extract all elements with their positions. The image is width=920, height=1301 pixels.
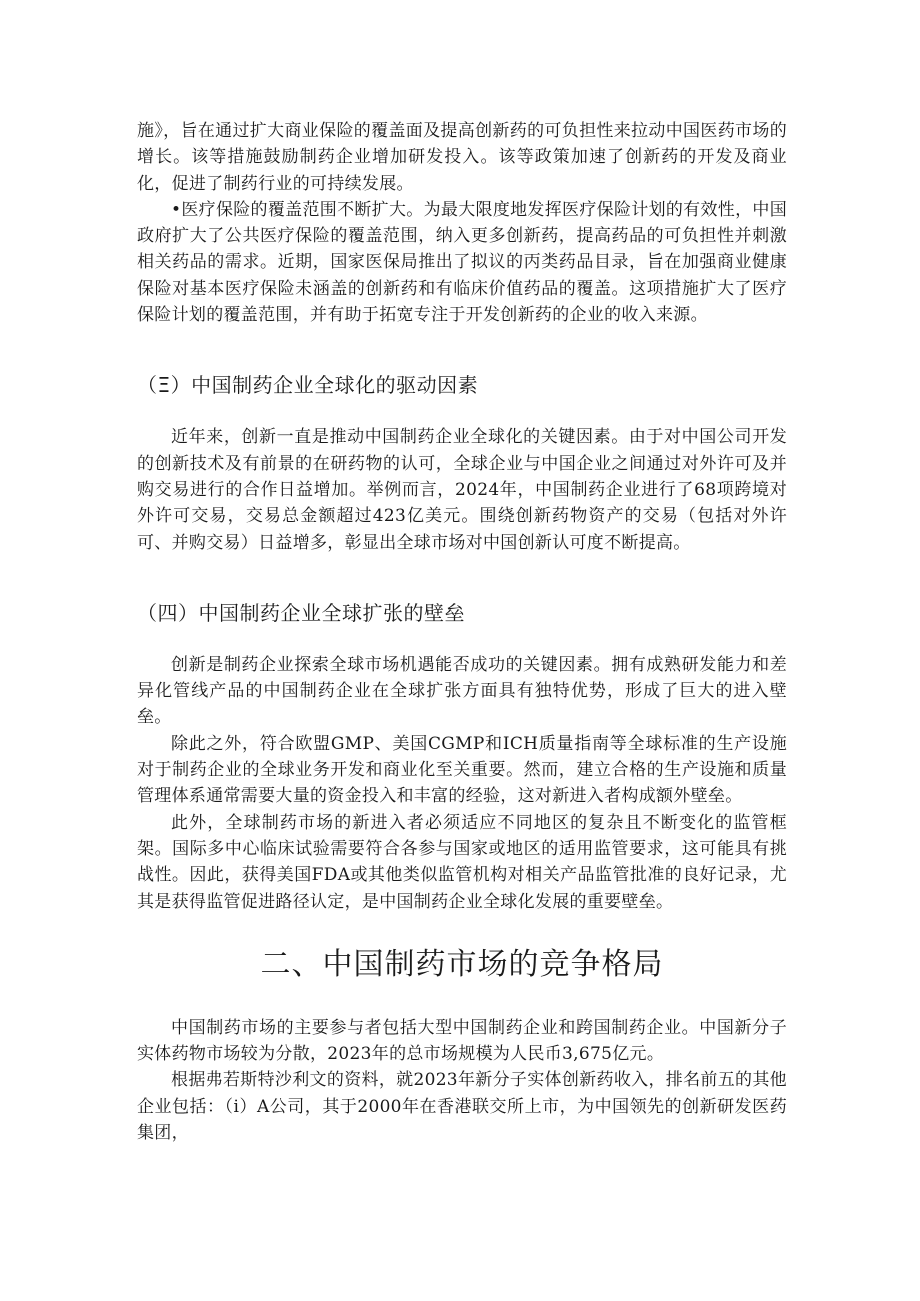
paragraph-regulatory-barrier: 此外，全球制药市场的新进入者必须适应不同地区的复杂且不断变化的监管框架。国际多中心临床试验需要符合各参与国家或地区的适用监管要求，这可能具有挑战性。因此，获得美国FDA或其他类似监管机构对相关产品监管批准的良好记录，尤其是获得监管促进路径认定，是中国制药企业全球化发展的重要壁垒。	[137, 812, 787, 912]
paragraph-insurance-coverage: •医疗保险的覆盖范围不断扩大。为最大限度地发挥医疗保险计划的有效性，中国政府扩大了公共医疗保险的覆盖范围，纳入更多创新药，提高药品的可负担性并刺激相关药品的需求。近期，国家医保局推出了拟议的丙类药品目录，旨在加强商业健康保险对基本医疗保险未涵盖的创新药和有临床价值药品的覆盖。这项措施扩大了医疗保险计划的覆盖范围，并有助于拓宽专注于开发创新药的企业的收入来源。	[137, 199, 787, 326]
heading-globalization-drivers: （Ξ）中国制药企业全球化的驱动因素	[137, 373, 479, 398]
paragraph-policy-continuation: 施》，旨在通过扩大商业保险的覆盖面及提高创新药的可负担性来拉动中国医药市场的增长。该等措施鼓励制药企业增加研发投入。该等政策加速了创新药的开发及商业化，促进了制药行业的可持续发展。	[137, 121, 787, 194]
paragraph-innovation-drivers: 近年来，创新一直是推动中国制药企业全球化的关键因素。由于对中国公司开发的创新技术及有前景的在研药物的认可，全球企业与中国企业之间通过对外许可及并购交易进行的合作日益增加。举例而言，2024年，中国制药企业进行了68项跨境对外许可交易，交易总金额超过423亿美元。围绕创新药物资产的交易（包括对外许可、并购交易）日益增多，彰显出全球市场对中国创新认可度不断提高。	[137, 427, 787, 553]
paragraph-top-five-companies: 根据弗若斯特沙利文的资料，就2023年新分子实体创新药收入，排名前五的其他企业包括：（i）A公司，其于2000年在香港联交所上市，为中国领先的创新研发医药集团，	[137, 1070, 787, 1144]
paragraph-manufacturing-barrier: 除此之外，符合欧盟GMP、美国CGMP和ICH质量指南等全球标准的生产设施对于制药企业的全球业务开发和商业化至关重要。然而，建立合格的生产设施和质量管理体系通常需要大量的资金投入和丰富的经验，这对新进入者构成额外壁垒。	[137, 733, 787, 807]
document-page	[137, 118, 787, 1146]
paragraph-innovation-barrier: 创新是制药企业探索全球市场机遇能否成功的关键因素。拥有成熟研发能力和差异化管线产品的中国制药企业在全球扩张方面具有独特优势，形成了巨大的进入壁垒。	[137, 654, 787, 728]
paragraph-market-participants: 中国制药市场的主要参与者包括大型中国制药企业和跨国制药企业。中国新分子实体药物市场较为分散，2023年的总市场规模为人民币3,675亿元。	[137, 1017, 787, 1065]
heading-competitive-landscape: 二、中国制药市场的竞争格局	[260, 946, 664, 982]
heading-expansion-barriers: （四）中国制药企业全球扩张的壁垒	[137, 600, 465, 625]
